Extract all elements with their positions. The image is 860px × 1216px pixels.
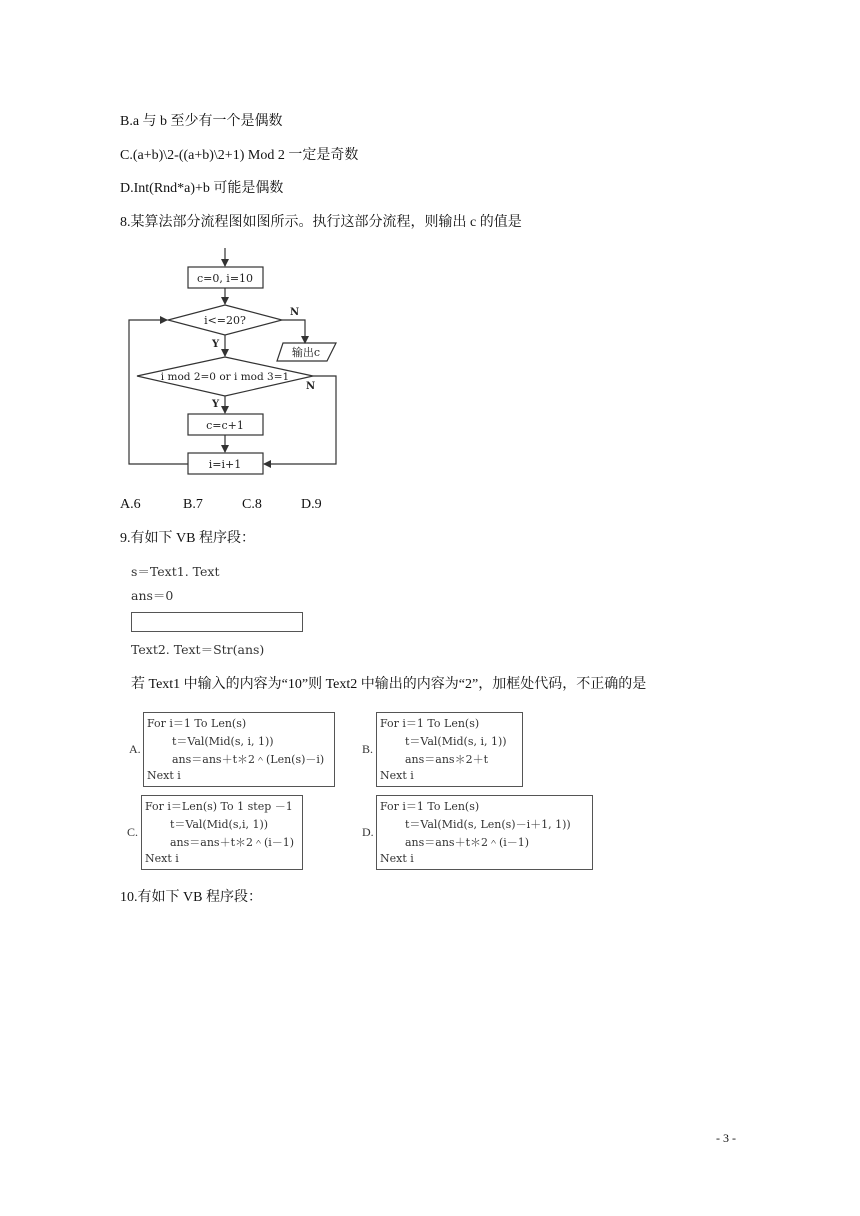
q9-option-a-line1: For i＝1 To Len(s) <box>147 717 247 730</box>
question-10-text: 10.有如下 VB 程序段： <box>120 890 262 905</box>
question-8-text: 8.某算法部分流程图如图所示。执行这部分流程，则输出 c 的值是 <box>120 215 522 230</box>
q9-option-c-line2: t＝Val(Mid(s,i, 1)) <box>170 818 269 831</box>
no-label-1: N <box>290 307 300 318</box>
q9-option-b-line4: Next i <box>380 769 414 782</box>
q9-option-a-label: A. <box>129 742 141 756</box>
loop-back-arrow <box>129 320 188 464</box>
option-d-text: D.Int(Rnd*a)+b 可能是偶数 <box>120 181 284 196</box>
question-9-text: 9.有如下 VB 程序段： <box>120 531 255 546</box>
q9-option-d-line4: Next i <box>380 852 414 865</box>
q9-code-line2: ans＝0 <box>131 588 174 603</box>
init-box-label: c=0, i=10 <box>196 272 254 285</box>
no-branch2-arrow <box>264 376 336 464</box>
q9-option-d-line2: t＝Val(Mid(s, Len(s)－i＋1, 1)) <box>405 818 571 831</box>
q9-option-c-box <box>141 795 303 870</box>
q9-option-d-line3: ans＝ans＋t＊2＾(i－1) <box>405 836 530 849</box>
no-label-2: N <box>306 381 316 392</box>
condition1-label: i<=20? <box>204 314 246 327</box>
condition2-diamond <box>137 357 316 396</box>
q8-answer-b: B.7 <box>183 497 203 512</box>
q9-option-c-label: C. <box>127 825 139 839</box>
option-b-text: B.a 与 b 至少有一个是偶数 <box>120 114 283 129</box>
output-label: 输出c <box>291 346 321 359</box>
output-parallelogram <box>277 343 336 361</box>
q9-option-a-line4: Next i <box>147 769 181 782</box>
no-branch-arrow <box>282 320 305 343</box>
increment-c-label: c=c+1 <box>206 419 244 432</box>
page-number: - 3 - <box>716 1131 736 1145</box>
condition2-label: i mod 2=0 or i mod 3=1 <box>160 371 290 383</box>
increment-i-box <box>188 453 263 474</box>
q9-option-c-line4: Next i <box>145 852 179 865</box>
increment-i-label: i=i+1 <box>208 458 242 471</box>
q9-option-d-box <box>376 795 593 870</box>
q9-option-c-line3: ans＝ans＋t＊2＾(i－1) <box>170 836 295 849</box>
yes-label-2: Y <box>212 399 220 410</box>
q9-option-b-line1: For i＝1 To Len(s) <box>380 717 480 730</box>
q9-option-b-box <box>376 712 523 787</box>
q9-option-a-line3: ans＝ans＋t＊2＾(Len(s)－i) <box>172 753 325 766</box>
option-c-text: C.(a+b)\2-((a+b)\2+1) Mod 2 一定是奇数 <box>120 148 359 163</box>
q9-option-a-line2: t＝Val(Mid(s, i, 1)) <box>172 735 274 748</box>
q9-option-b-line3: ans＝ans＊2＋t <box>405 753 488 766</box>
q9-option-c-line1: For i＝Len(s) To 1 step －1 <box>145 800 293 813</box>
blank-code-box <box>131 612 303 632</box>
q9-option-d-label: D. <box>362 825 374 839</box>
q8-answer-c: C.8 <box>242 497 262 512</box>
q9-option-d-line1: For i＝1 To Len(s) <box>380 800 480 813</box>
q8-answer-d: D.9 <box>301 497 322 512</box>
q8-answer-a: A.6 <box>120 497 141 512</box>
yes-label-1: Y <box>212 339 220 350</box>
q9-code-line3: Text2. Text＝Str(ans) <box>131 642 265 657</box>
init-box <box>188 267 263 288</box>
increment-c-box <box>188 414 263 435</box>
condition1-diamond <box>168 305 282 335</box>
q9-option-b-label: B. <box>362 742 374 756</box>
question-9-description: 若 Text1 中输入的内容为“10”则 Text2 中输出的内容为“2”，加框处代码，不正确的是 <box>131 677 647 692</box>
q9-code-line1: s＝Text1. Text <box>131 564 220 579</box>
q9-option-b-line2: t＝Val(Mid(s, i, 1)) <box>405 735 507 748</box>
q9-option-a-box <box>143 712 335 787</box>
